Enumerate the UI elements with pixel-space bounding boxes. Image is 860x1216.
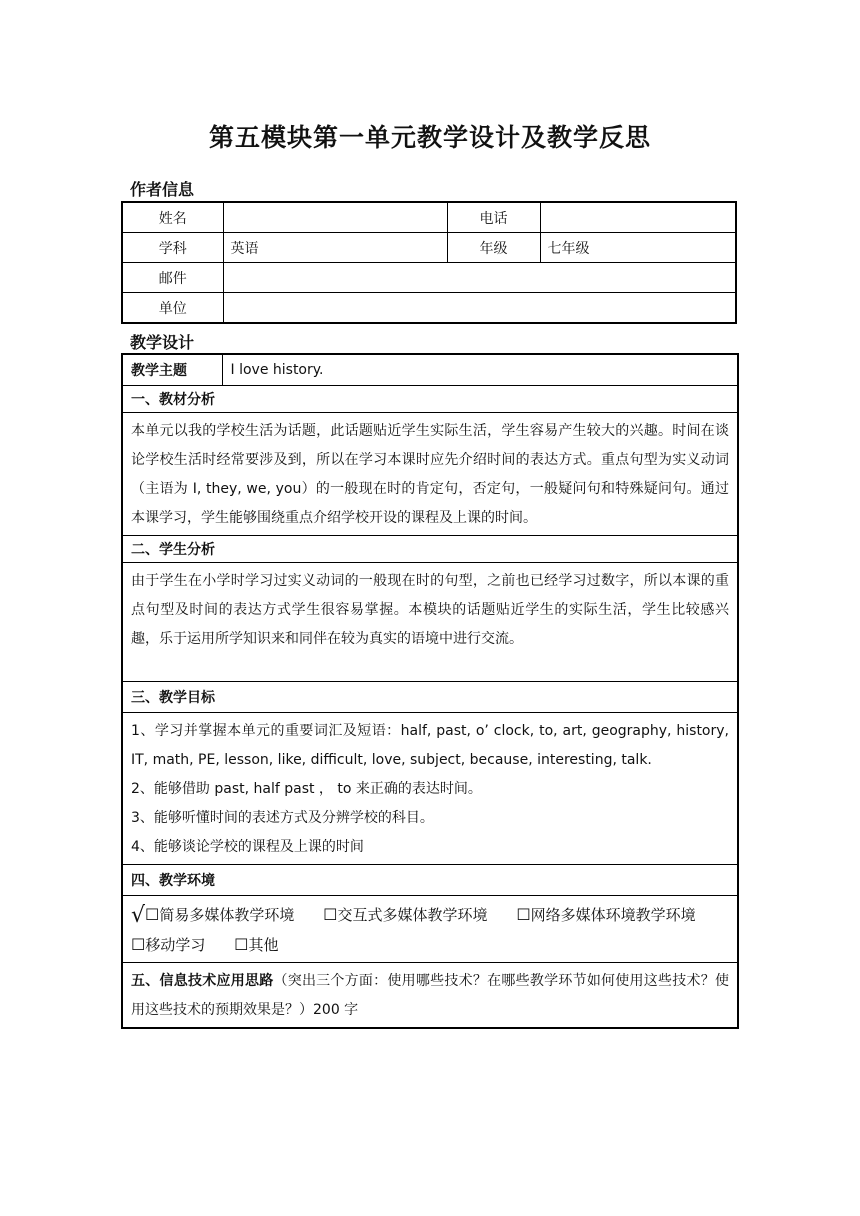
s4-body-row: [122, 896, 738, 963]
teaching-design-table: [121, 353, 739, 1029]
s3-item: 3、能够听懂时间的表述方式及分辨学校的科目。: [131, 810, 434, 826]
theme-row: [122, 354, 738, 386]
env-option-label: 网络多媒体环境教学环境: [530, 906, 696, 924]
checkbox-icon: ☐: [131, 935, 146, 954]
env-option-label: 其他: [248, 936, 279, 954]
s3-body-row: [122, 713, 738, 865]
org-value: [223, 293, 736, 324]
grade-value: 七年级: [540, 233, 736, 263]
s2-body-row: [122, 563, 738, 682]
s3-heading-row: [122, 682, 738, 713]
env-option-label: 移动学习: [145, 936, 206, 954]
phone-value: [540, 202, 736, 233]
org-label: 单位: [122, 293, 223, 324]
author-row-org: [122, 293, 736, 324]
author-row-email: [122, 263, 736, 293]
s3-item: 2、能够借助 past, half past ， to 来正确的表达时间。: [131, 781, 482, 797]
name-value: [223, 202, 447, 233]
s2-text: 由于学生在小学时学习过实义动词的一般现在时的句型，之前也已经学习过数字，所以本课的重点句型及时间的表达方式学生很容易掌握。本模块的话题贴近学生的实际生活，学生比较感兴趣，乐于运用所学知识来和同伴在较为真实的语境中进行交流。: [131, 573, 729, 647]
env-options-line-2: [131, 930, 729, 960]
s1-body-row: [122, 413, 738, 536]
author-row-name-phone: [122, 202, 736, 233]
s3-heading: 三、教学目标: [122, 682, 738, 713]
subject-label: 学科: [122, 233, 223, 263]
s1-text: 本单元以我的学校生活为话题，此话题贴近学生实际生活，学生容易产生较大的兴趣。时间在谈论学校生活时经常要涉及到，所以在学习本课时应先介绍时间的表达方式。重点句型为实义动词（主语为 I, they, we, you）的一般现在时的肯定句，否定句，一般疑问句和特殊疑问句。通过本课学习，学生能够围绕重点介绍学校开设的课程及上课的时间。: [131, 423, 729, 526]
phone-label: 电话: [447, 202, 540, 233]
checkbox-icon: ☐: [323, 905, 338, 924]
author-info-heading: 作者信息: [130, 180, 195, 199]
s1-heading-row: [122, 386, 738, 413]
subject-value: 英语: [223, 233, 447, 263]
env-options-line-1: [131, 900, 729, 930]
s5-row: [122, 963, 738, 1029]
document-title: 第五模块第一单元教学设计及教学反思: [208, 123, 651, 152]
env-option-label: 交互式多媒体教学环境: [337, 906, 488, 924]
author-row-subject-grade: [122, 233, 736, 263]
checkbox-icon: ☐: [516, 905, 531, 924]
checkbox-icon: ☐: [234, 935, 249, 954]
s1-heading: 一、教材分析: [122, 386, 738, 413]
env-option-other[interactable]: [234, 930, 278, 960]
env-option-interactive[interactable]: [323, 900, 487, 930]
env-option-network[interactable]: [516, 900, 695, 930]
s4-heading: 四、教学环境: [122, 865, 738, 896]
s2-heading-row: [122, 536, 738, 563]
s2-heading: 二、学生分析: [122, 536, 738, 563]
theme-value: I love history.: [222, 354, 738, 386]
theme-label: 教学主题: [122, 354, 222, 386]
author-info-table: [121, 201, 737, 324]
s5-note: （突出三个方面：使用哪些技术？在哪些教学环节如何使用这些技术？使用这些技术的预期效果是？）200 字: [131, 973, 730, 1018]
s5-text: [131, 967, 729, 1025]
s3-item: 4、能够谈论学校的课程及上课的时间: [131, 839, 364, 855]
checkmark-icon: √: [131, 903, 146, 928]
grade-label: 年级: [447, 233, 540, 263]
email-value: [223, 263, 736, 293]
checkbox-icon: ☐: [145, 905, 160, 924]
env-option-mobile[interactable]: [131, 930, 205, 960]
name-label: 姓名: [122, 202, 223, 233]
email-label: 邮件: [122, 263, 223, 293]
s4-heading-row: [122, 865, 738, 896]
s3-item: 1、学习并掌握本单元的重要词汇及短语：half, past, o’ clock, to, art, geography, history, IT, math, PE, lesson, like, difficult, love, subject, because, interesting, talk.: [131, 723, 729, 768]
env-option-simple[interactable]: [131, 900, 294, 930]
teaching-design-heading: 教学设计: [130, 333, 195, 352]
env-option-label: 简易多媒体教学环境: [159, 906, 295, 924]
s5-heading: 五、信息技术应用思路: [131, 973, 274, 989]
